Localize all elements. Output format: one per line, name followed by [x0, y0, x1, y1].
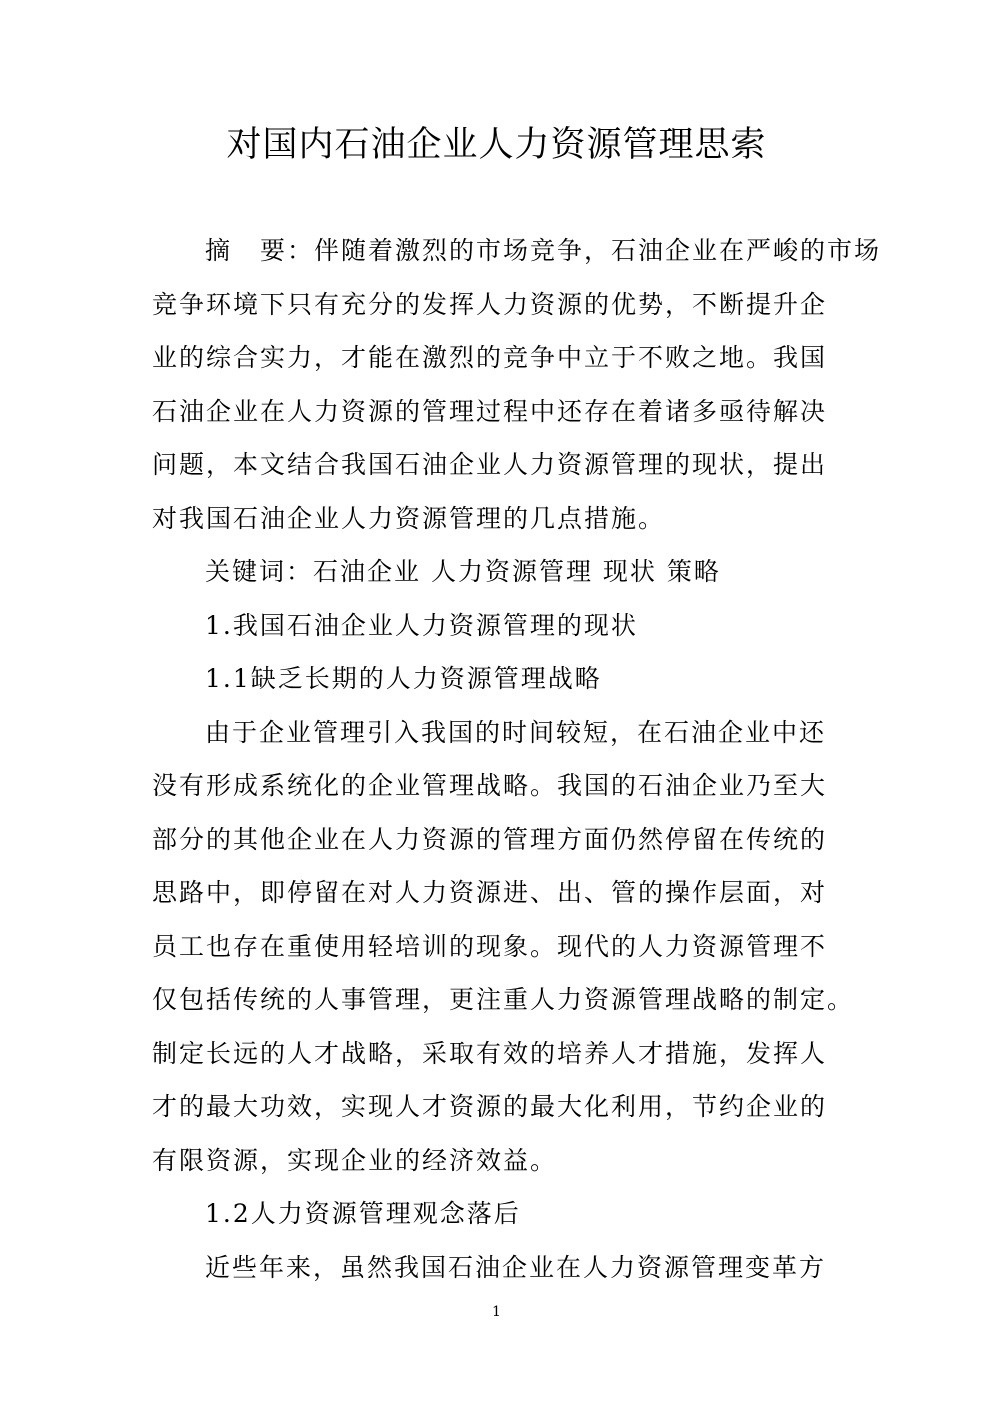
- paragraph-line: 近些年来，虽然我国石油企业在人力资源管理变革方: [205, 1252, 827, 1282]
- paragraph-line: 仅包括传统的人事管理，更注重人力资源管理战略的制定。: [152, 985, 855, 1014]
- abstract-line: 竞争环境下只有充分的发挥人力资源的优势，不断提升企: [152, 289, 828, 319]
- paragraph-line: 部分的其他企业在人力资源的管理方面仍然停留在传统的: [152, 824, 828, 854]
- abstract-line: 业的综合实力，才能在激烈的竞争中立于不败之地。我国: [152, 343, 828, 372]
- abstract-line: 问题，本文结合我国石油企业人力资源管理的现状，提出: [152, 450, 828, 479]
- abstract-label-char1: 摘: [205, 236, 233, 265]
- paragraph-line: 没有形成系统化的企业管理战略。我国的石油企业乃至大: [152, 771, 828, 800]
- paragraph-line: 才的最大功效，实现人才资源的最大化利用，节约企业的: [152, 1092, 828, 1121]
- section-1-heading: 1.我国石油企业人力资源管理的现状: [205, 610, 638, 640]
- paragraph-line: 员工也存在重使用轻培训的现象。现代的人力资源管理不: [152, 931, 828, 961]
- section-1-2-heading: 1.2人力资源管理观念落后: [205, 1199, 521, 1228]
- abstract-line: 伴随着激烈的市场竞争，石油企业在严峻的市场: [314, 236, 882, 265]
- paragraph-line: 由于企业管理引入我国的时间较短，在石油企业中还: [205, 717, 827, 747]
- document-title: 对国内石油企业人力资源管理思索: [226, 125, 767, 165]
- keywords-line: 关键词：石油企业 人力资源管理 现状 策略: [205, 557, 721, 586]
- abstract-label-char2: 要：: [260, 236, 315, 265]
- abstract-line: 对我国石油企业人力资源管理的几点措施。: [152, 503, 666, 533]
- page-number: 1: [492, 1304, 501, 1320]
- document-body: [152, 224, 882, 1294]
- paragraph-line: 制定长远的人才战略，采取有效的培养人才措施，发挥人: [152, 1038, 828, 1068]
- section-1-1-heading: 1.1缺乏长期的人力资源管理战略: [205, 664, 602, 693]
- abstract-first-line: [152, 224, 882, 278]
- abstract-line: 石油企业在人力资源的管理过程中还存在着诸多亟待解决: [152, 396, 828, 426]
- paragraph-line: 有限资源，实现企业的经济效益。: [152, 1145, 558, 1175]
- paragraph-line: 思路中，即停留在对人力资源进、出、管的操作层面，对: [152, 878, 828, 907]
